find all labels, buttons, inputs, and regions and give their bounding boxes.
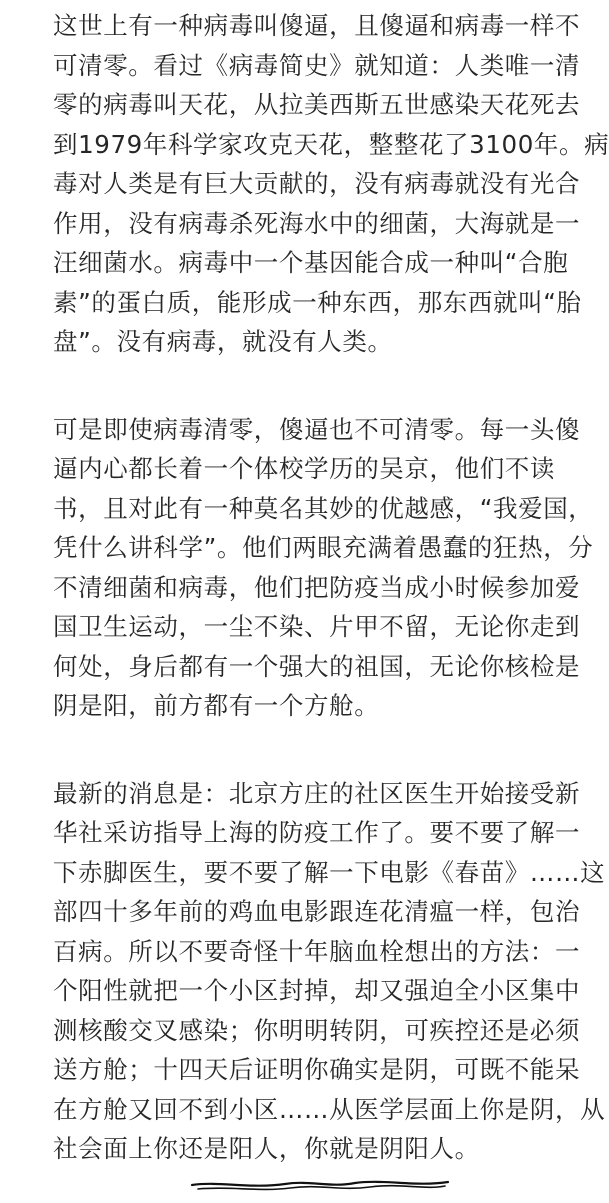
text-line: 凭什么讲科学”。他们两眼充满着愚蠢的狂热，分	[53, 533, 594, 562]
text-line: 素”的蛋白质，能形成一种东西，那东西就叫“胎	[53, 287, 582, 317]
text-line: 盘”。没有病毒，就没有人类。	[53, 327, 393, 356]
text-line: 书，且对此有一种莫名其妙的优越感，“我爱国，	[53, 493, 594, 523]
text-line: 零的病毒叫天花，从拉美西斯五世感染天花死去	[53, 90, 581, 119]
paragraph-2	[53, 410, 594, 726]
text-line: 华社采访指导上海的防疫工作了。要不要了解一	[53, 818, 581, 847]
text-line: 最新的消息是：北京方庄的社区医生开始接受新	[53, 778, 581, 808]
text-line: 社会面上你还是阳人，你就是阴阳人。	[53, 1134, 480, 1163]
text-line: 到1979年科学家攻克天花，整整花了3100年。病	[53, 129, 609, 159]
text-line: 可是即使病毒清零，傻逼也不可清零。每一头傻	[53, 414, 581, 444]
text-line: 阴是阳，前方都有一个方舱。	[53, 691, 380, 720]
strikethrough-scribble	[190, 1163, 450, 1203]
text-line: 在方舱又回不到小区……从医学层面上你是阴，从	[53, 1094, 606, 1124]
article-body	[53, 0, 609, 1169]
text-line: 汪细菌水。病毒中一个基因能合成一种叫“合胞	[53, 248, 569, 277]
text-line: 逼内心都长着一个体校学历的吴京，他们不读	[53, 454, 555, 483]
text-line: 何处，身后都有一个强大的祖国，无论你核检是	[53, 651, 581, 681]
text-line: 百病。所以不要奇怪十年脑血栓想出的方法：一	[53, 936, 581, 966]
text-line: 下赤脚医生，要不要了解一下电影《春苗》……这	[53, 857, 606, 887]
text-line: 这世上有一种病毒叫傻逼，且傻逼和病毒一样不	[53, 11, 581, 40]
text-line: 个阳性就把一个小区封掉，却又强迫全小区集中	[53, 976, 581, 1005]
text-line: 不清细菌和病毒，他们把防疫当成小时候参加爱	[53, 572, 581, 602]
text-line: 可清零。看过《病毒简史》就知道：人类唯一清	[53, 50, 581, 80]
text-line: 测核酸交叉感染；你明明转阴，可疾控还是必须	[53, 1015, 581, 1045]
paragraph-spacer	[53, 726, 573, 774]
text-line: 作用，没有病毒杀死海水中的细菌，大海就是一	[53, 208, 581, 238]
text-line: 毒对人类是有巨大贡献的，没有病毒就没有光合	[53, 169, 581, 198]
text-line: 部四十多年前的鸡血电影跟连花清瘟一样，包治	[53, 897, 581, 926]
paragraph-spacer	[53, 362, 573, 410]
paragraph-1	[53, 0, 609, 362]
text-line: 送方舱；十四天后证明你确实是阴，可既不能呆	[53, 1055, 581, 1084]
text-line: 国卫生运动，一尘不染、片甲不留，无论你走到	[53, 612, 581, 641]
paragraph-3	[53, 774, 606, 1169]
